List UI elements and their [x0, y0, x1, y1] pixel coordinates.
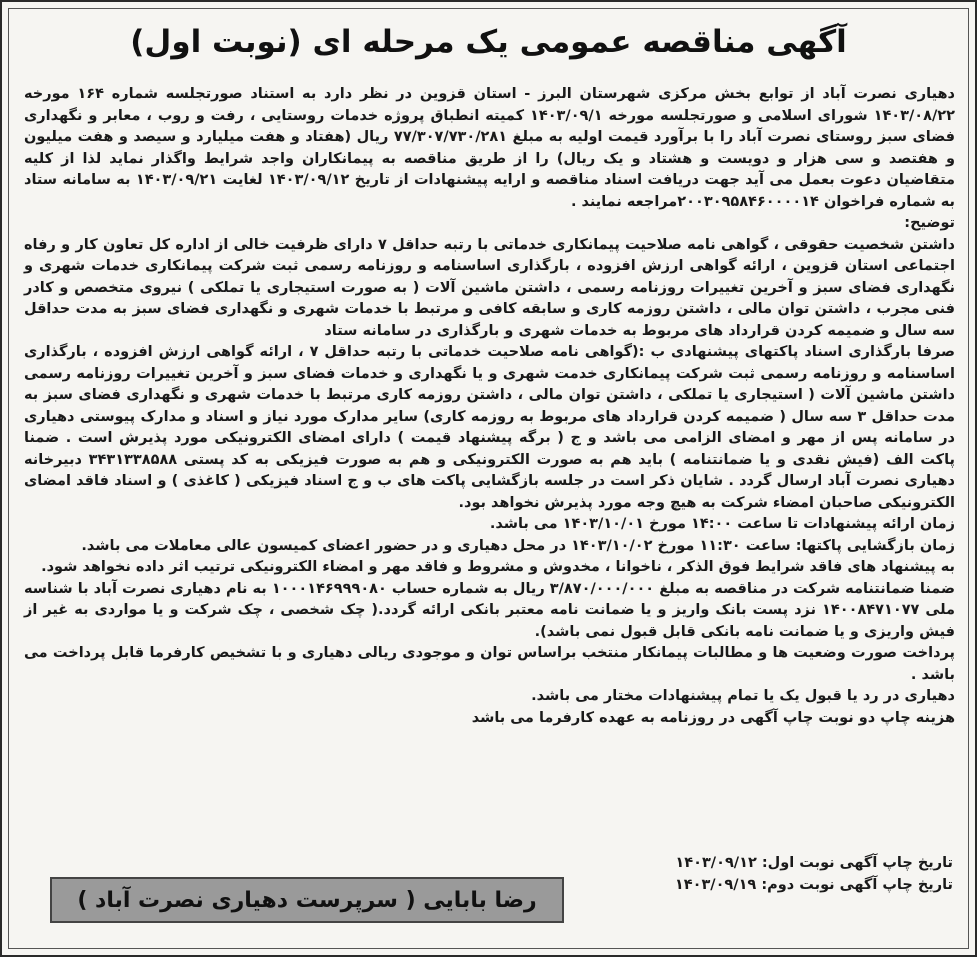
requirements-paragraph: داشتن شخصیت حقوقی ، گواهی نامه صلاحیت پیمانکاری خدماتی با رتبه حداقل ۷ دارای ظرفیت خالی از اداره کل تعاون کار و رفاه اجتماعی استان قزوین ، ارائه گواهی ارزش افزوده ، بارگذاری اساسنامه و روزنامه رسمی ثبت شرکت پیمانکاری خدمات شهری و نگهداری فضای سبز و آخرین تغییرات روزنامه رسمی ، داشتن ماشین آلات ( به صورت استیجاری یا تملکی ) نیروی متخصص و کادر فنی مجرب ، داشتن توان مالی ، داشتن روزمه کاری و سابقه کافی و مرتبط با خدمات شهری و نگهداری فضای سبز به مدت حداقل سه سال و ضمیمه کردن قرارداد های مربوط به خدمات شهری و بارگذاری در سامانه ستاد [24, 236, 955, 339]
rejection-right: دهیاری در رد یا قبول یک یا تمام پیشنهادات مختار می باشد. [531, 688, 955, 704]
first-print-date: تاریخ چاپ آگهی نوبت اول: ۱۴۰۳/۰۹/۱۲ [675, 855, 953, 871]
intro-paragraph: دهیاری نصرت آباد از توابع بخش مرکزی شهرستان البرز - استان قزوین در نظر دارد به استناد صورتجلسه شماره ۱۶۴ مورخه ۱۴۰۳/۰۸/۲۲ شورای اسلامی و صورتجلسه مورخه ۱۴۰۳/۰۹/۱ کمیته انطباق پروژه خدمات روستایی ، رفت و روب ، معابر و نگهداری فضای سبز روستای نصرت آباد را با برآورد قیمت اولیه به مبلغ ۷۷/۳۰۷/۷۳۰/۲۸۱ ریال (هفتاد و هفت میلیارد و سیصد و هفت میلیون و هفتصد و سی هزار و دویست و هشتاد و یک ریال) را از طریق مناقصه به پیمانکاران واجد شرایط واگذار نماید لذا از کلیه متقاضیان دعوت بعمل می آید جهت دریافت اسناد مناقصه و ارایه پیشنهادات از تاریخ ۱۴۰۳/۰۹/۱۲ لغایت ۱۴۰۳/۰۹/۲۱ به سامانه ستاد به شماره فراخوان ۲۰۰۳۰۹۵۸۴۶۰۰۰۰۱۴مراجعه نمایند . [24, 86, 956, 210]
second-print-date: تاریخ چاپ آگهی نوبت دوم: ۱۴۰۳/۰۹/۱۹ [674, 877, 953, 893]
payment-paragraph: پرداخت صورت وضعیت ها و مطالبات پیمانکار منتخب براساس توان و موجودی ریالی دهیاری و با تشخیص کارفرما قابل پرداخت می باشد . [24, 645, 955, 683]
signature-text: رضا بابایی ( سرپرست دهیاری نصرت آباد ) [77, 887, 537, 913]
note-heading: توضیح: [904, 215, 955, 231]
print-dates [583, 852, 953, 896]
notice-body [24, 84, 955, 784]
invalid-bids-note: به پیشنهاد های فاقد شرایط فوق الذکر ، ناخوانا ، مخدوش و مشروط و فاقد مهر و امضاء الکترونیکی ترتیب اثر داده نخواهد شود. [41, 559, 955, 575]
submission-deadline: زمان ارائه پیشنهادات تا ساعت ۱۴:۰۰ مورخ ۱۴۰۳/۱۰/۰۱ می باشد. [489, 516, 955, 532]
opening-time: زمان بازگشایی پاکتها: ساعت ۱۱:۳۰ مورخ ۱۴۰۳/۱۰/۰۲ در محل دهیاری و در حضور اعضای کمیسون عالی معاملات می باشد. [81, 537, 955, 554]
envelopes-paragraph: صرفا بارگذاری اسناد پاکتهای پیشنهادی ب :(گواهی نامه صلاحیت خدماتی با رتبه حداقل ۷ ، ارائه گواهی ارزش افزوده ، بارگذاری اساسنامه و روزنامه رسمی ثبت شرکت پیمانکاری خدمت شهری و یا نگهداری و خدمات فضای سبز و آخرین تغییرات روزنامه رسمی داشتن ماشین آلات ( استیجاری یا تملکی ، داشتن توان مالی ، داشتن روزمه کاری مرتبط با خدمات شهری و نگهداری فضای سبز به مدت حداقل ۳ سه سال ( ضمیمه کردن قرارداد های مربوط به روزمه کاری) سایر مدارک مورد نیاز و اسناد و مدارک پیوستی دهیاری در سامانه پس از مهر و امضای الزامی می باشد و ج ( برگه پیشنهاد قیمت ) دارای امضای الکترونیکی مورد پذیرش است . ضمنا پاکت الف (فیش نقدی و یا ضمانتنامه ) باید هم به صورت الکترونیکی و هم به صورت فیزیکی به کد پستی ۳۴۳۱۳۳۸۵۸۸ دبیرخانه دهیاری نصرت آباد ارسال گردد . شایان ذکر است در جلسه بازگشایی پاکت های ب و ج اسناد فیزیکی ( کاغذی ) و اسناد فاقد امضای الکترونیکی صاحبان امضاء شرکت به هیچ وجه مورد پذیرش نخواهد بود. [24, 344, 956, 511]
ad-cost-note: هزینه چاپ دو نوبت چاپ آگهی در روزنامه به عهده کارفرما می باشد [471, 709, 955, 726]
notice-title: آگهی مناقصه عمومی یک مرحله ای (نوبت اول) [130, 24, 847, 60]
guarantee-paragraph: ضمنا ضمانتنامه شرکت در مناقصه به مبلغ ۳/۸۷۰/۰۰۰/۰۰۰ ریال به شماره حساب ۱۰۰۰۱۴۶۹۹۹۰۸۰ به نام دهیاری نصرت آباد با شناسه ملی ۱۴۰۰۸۴۷۱۰۷۷ نزد پست بانک واریز و یا ضمانت نامه معتبر بانکی ارائه گردد.( چک شخصی ، چک شرکت و یا مواردی به غیر از فیش واریزی و یا ضمانت نامه بانکی قابل قبول نمی باشد). [24, 580, 955, 640]
signature-box [50, 877, 564, 923]
